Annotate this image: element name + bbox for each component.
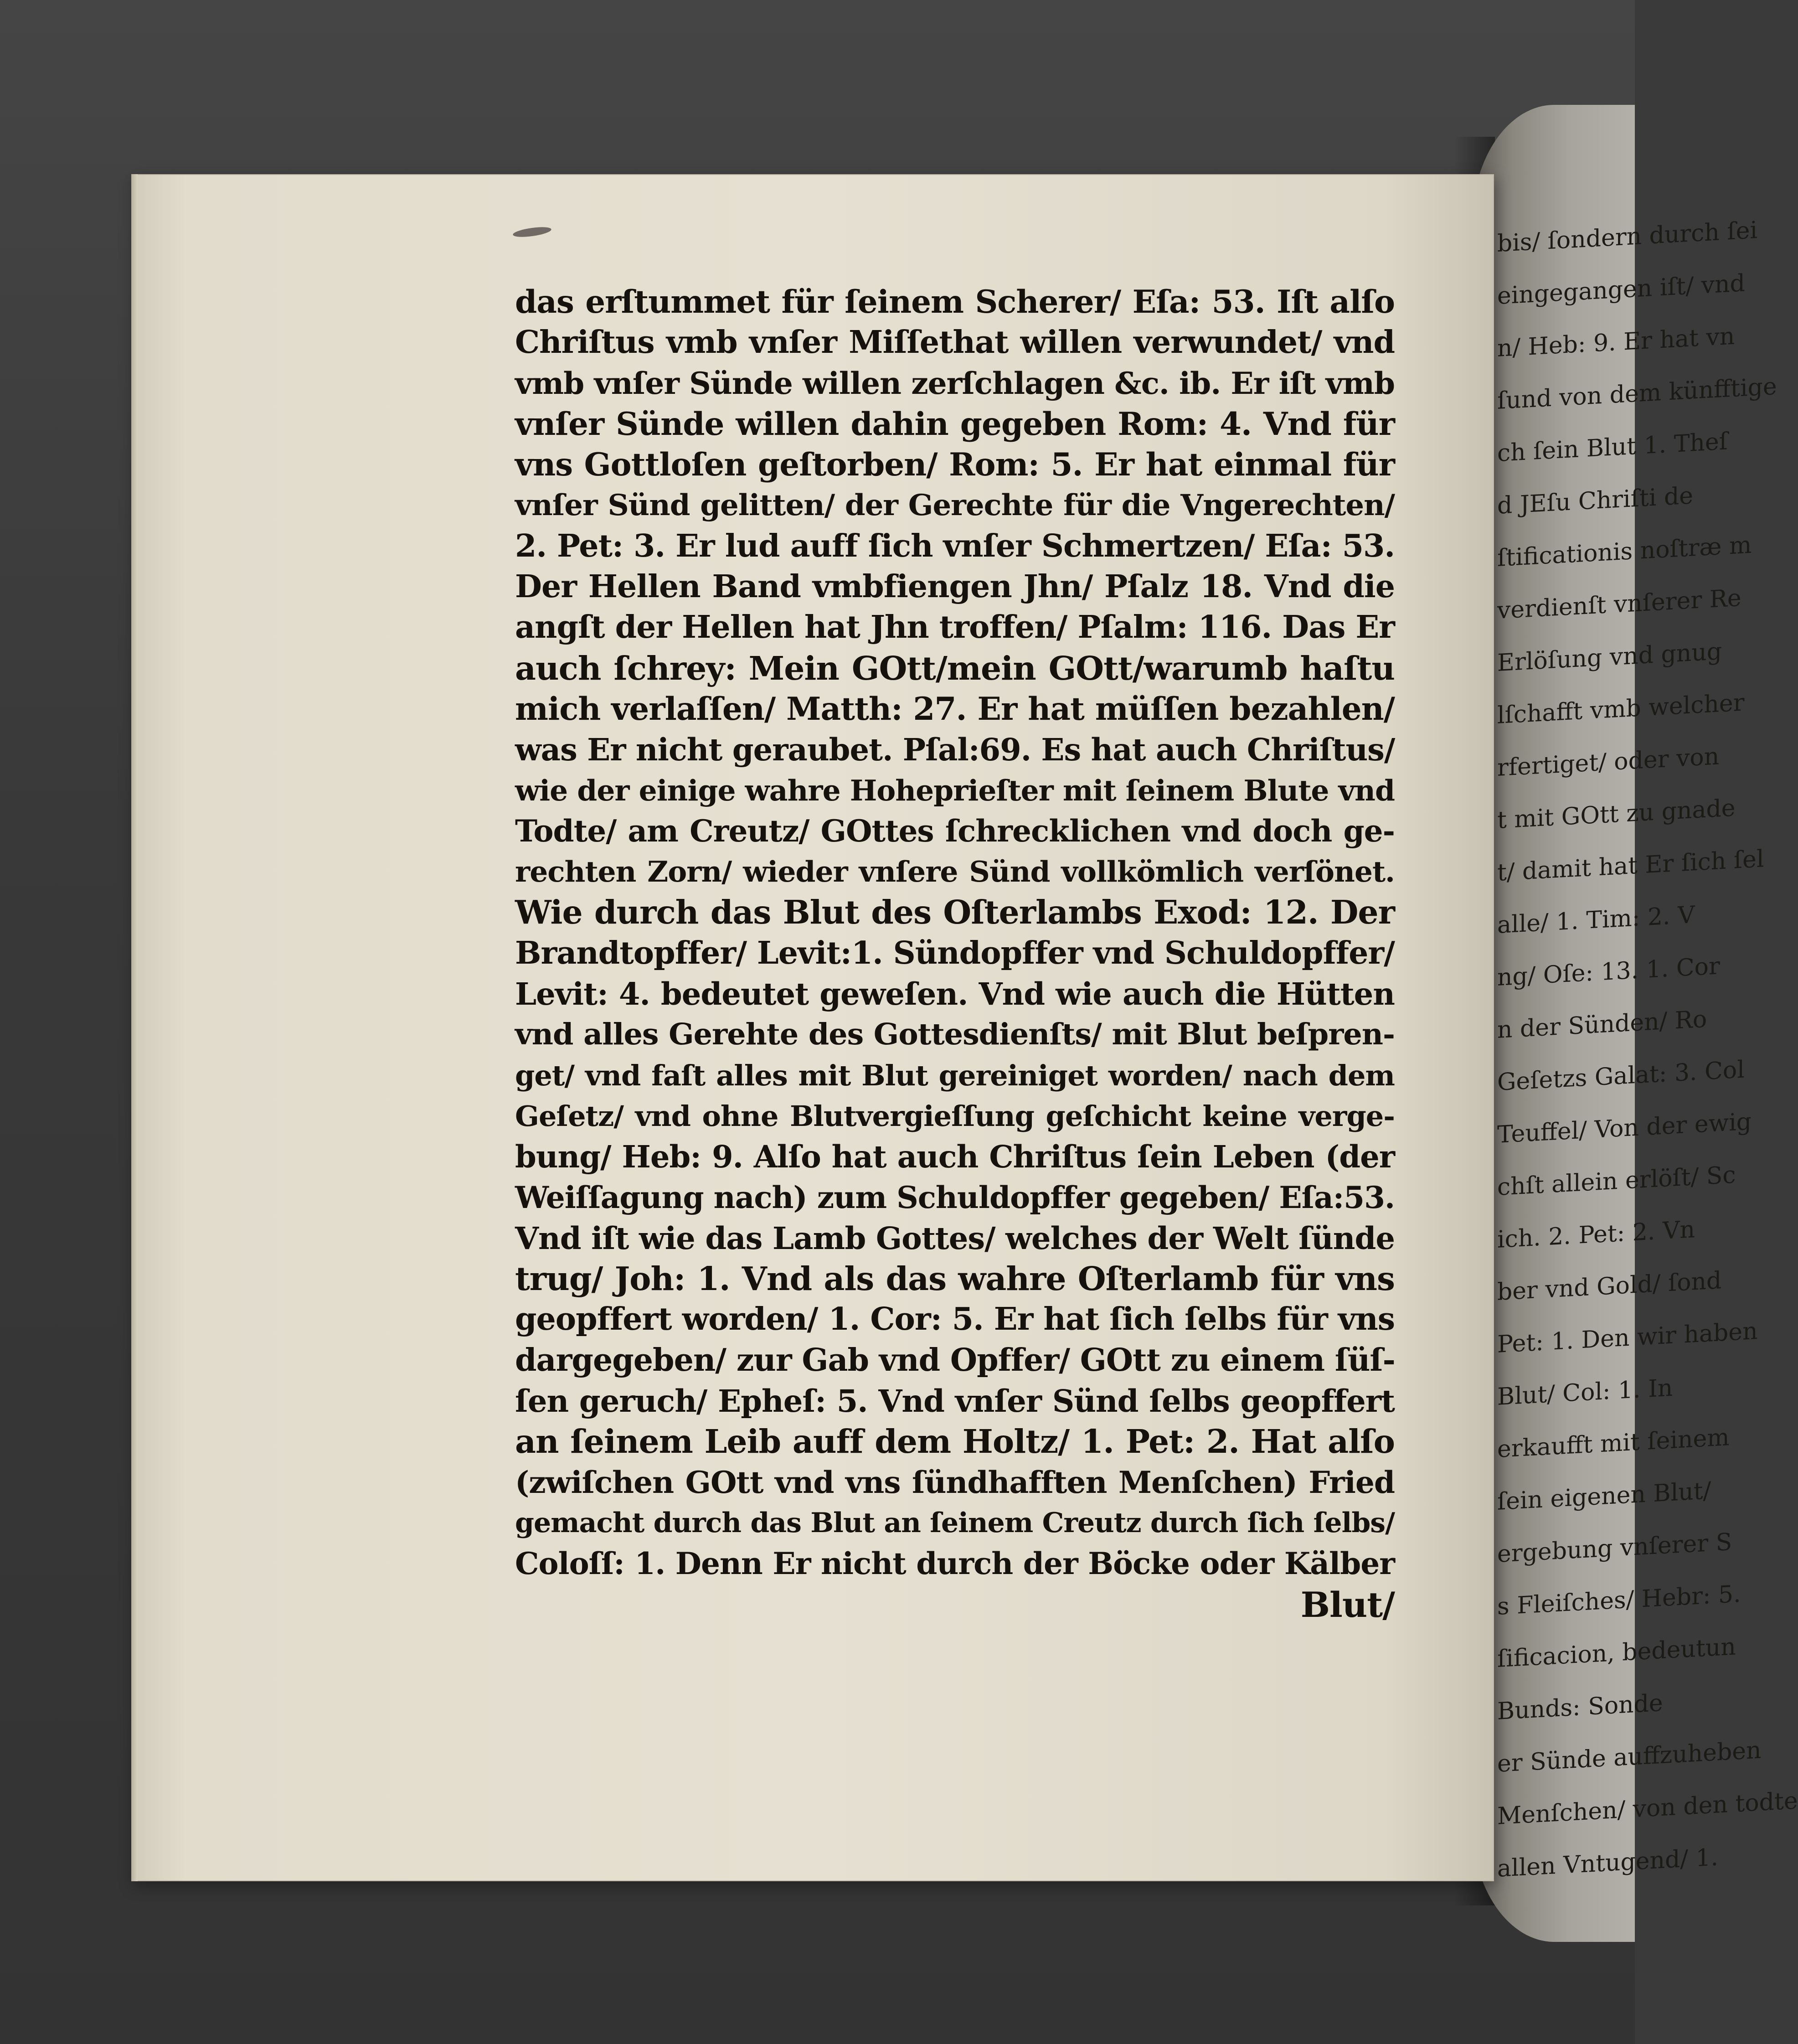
text-line: trug/ Joh: 1. Vnd als das wahre Oſterlamb für vns <box>515 1259 1395 1298</box>
text-line: dargegeben/ zur Gab vnd Opffer/ GOtt zu einem ſüſ- <box>515 1342 1395 1378</box>
facing-text-line: ch ſein Blut 1. Theſ <box>1497 428 1728 467</box>
text-line: an ſeinem Leib auff dem Holtz/ 1. Pet: 2. Hat alſo <box>515 1422 1395 1461</box>
text-line: rechten Zorn/ wieder vnſere Sünd vollkömlich verſönet. <box>515 855 1395 889</box>
facing-page-text <box>1497 211 1798 1883</box>
facing-text-line: ber vnd Gold/ ſond <box>1497 1267 1722 1306</box>
facing-text-line: allen Vntugend/ 1. <box>1497 1843 1718 1883</box>
facing-text-line: d JEſu Chriſti de <box>1497 482 1694 520</box>
text-line: vnſer Sünd gelitten/ der Gerechte für die Vngerechten/ <box>515 488 1395 523</box>
facing-text-line: ich. 2. Pet: 2. Vn <box>1497 1216 1695 1254</box>
text-line: vnſer Sünde willen dahin gegeben Rom: 4. Vnd für <box>515 405 1395 443</box>
facing-text-line: Bunds: Sonde <box>1497 1689 1663 1725</box>
catchword: Blut/ <box>1300 1584 1395 1625</box>
facing-text-line: t mit GOtt zu gnade <box>1497 794 1736 834</box>
facing-text-line: ſificacion, bedeutun <box>1497 1633 1736 1673</box>
text-line: ſen geruch/ Epheſ: 5. Vnd vnſer Sünd ſelbs geopffert <box>515 1383 1395 1419</box>
text-line: Coloſſ: 1. Denn Er nicht durch der Böcke oder Kälber <box>515 1546 1395 1582</box>
facing-text-line: ſund von dem künfftige <box>1497 372 1777 415</box>
facing-text-line: rfertiget/ oder von <box>1497 743 1720 782</box>
text-line: (zwiſchen GOtt vnd vns ſündhafften Menſchen) Fried <box>515 1464 1395 1500</box>
text-line: geopffert worden/ 1. Cor: 5. Er hat ſich ſelbs für vns <box>515 1301 1395 1338</box>
facing-text-line: Blut/ Col: 1. In <box>1497 1374 1673 1411</box>
text-line: Vnd iſt wie das Lamb Gottes/ welches der Welt ſünde <box>515 1220 1395 1256</box>
facing-text-line: alle/ 1. Tim: 2. V <box>1497 901 1695 939</box>
text-line: auch ſchrey: Mein GOtt/mein GOtt/warumb haſtu <box>515 649 1395 687</box>
text-line: mich verlaſſen/ Matth: 27. Er hat müſſen bezahlen/ <box>515 690 1395 728</box>
facing-text-line: Erlöſung vnd gnug <box>1497 638 1722 677</box>
facing-text-line: s Fleiſches/ Hebr: 5. <box>1497 1580 1741 1621</box>
page-text-block <box>515 282 1395 1625</box>
text-line: Todte/ am Creutz/ GOttes ſchrecklichen vnd doch ge- <box>515 813 1395 849</box>
facing-text-line: ergebung vnſerer S <box>1497 1528 1732 1568</box>
text-line: Geſetz/ vnd ohne Blutvergieſſung geſchicht keine verge- <box>515 1099 1395 1133</box>
facing-text-line: chſt allein erlöſt/ Sc <box>1497 1161 1736 1201</box>
facing-text-line: verdienſt vnſerer Re <box>1497 584 1741 625</box>
text-line: Brandtopffer/ Levit:1. Sündopffer vnd Schuldopffer/ <box>515 934 1395 971</box>
page-edge <box>131 174 138 1881</box>
facing-text-line: ng/ Oſe: 13. 1. Cor <box>1497 952 1720 991</box>
text-line: was Er nicht geraubet. Pſal:69. Es hat auch Chriſtus/ <box>515 732 1395 768</box>
facing-text-line: Geſetzs Galat: 3. Col <box>1497 1056 1745 1096</box>
facing-text-line: ſtificationis noſtræ m <box>1497 531 1752 572</box>
facing-text-line: ſein eigenen Blut/ <box>1497 1477 1711 1516</box>
text-line: angſt der Hellen hat Jhn troffen/ Pſalm: 116. Das Er <box>515 609 1395 646</box>
text-line: wie der einige wahre Hoheprieſter mit ſeinem Blute vnd <box>515 773 1395 807</box>
facing-text-line: Menſchen/ von den todte <box>1497 1787 1798 1830</box>
text-line: das erſtummet für ſeinem Scherer/ Eſa: 53. Iſt alſo <box>515 284 1395 320</box>
text-line: bung/ Heb: 9. Alſo hat auch Chriſtus ſein Leben (der <box>515 1139 1395 1175</box>
text-line: Levit: 4. bedeutet geweſen. Vnd wie auch die Hütten <box>515 976 1395 1012</box>
text-line: gemacht durch das Blut an ſeinem Creutz durch ſich ſelbs/ <box>515 1507 1395 1539</box>
facing-text-line: lſchafft vmb welcher <box>1497 689 1745 729</box>
text-line: vmb vnſer Sünde willen zerſchlagen &c. ib. Er iſt vmb <box>515 365 1395 401</box>
text-line: vns Gottloſen geſtorben/ Rom: 5. Er hat einmal für <box>515 446 1395 484</box>
facing-text-line: Pet: 1. Den wir haben <box>1497 1317 1758 1358</box>
facing-text-line: t/ damit hat Er ſich ſel <box>1497 845 1764 887</box>
text-line: Der Hellen Band vmbfiengen Jhn/ Pſalz 18. Vnd die <box>515 568 1395 605</box>
facing-text-line: bis/ ſondern durch ſei <box>1497 216 1758 258</box>
facing-text-line: n der Sünden/ Ro <box>1497 1005 1707 1044</box>
facing-text-line: eingegangen iſt/ vnd <box>1497 269 1745 310</box>
facing-text-line: n/ Heb: 9. Er hat vn <box>1497 322 1735 362</box>
text-line: vnd alles Gerehte des Gottesdienſts/ mit Blut beſpren- <box>515 1017 1395 1052</box>
text-line: get/ vnd faſt alles mit Blut gereiniget worden/ nach dem <box>515 1058 1395 1092</box>
text-line: Weiſſagung nach) zum Schuldopffer gegeben/ Eſa:53. <box>515 1179 1395 1215</box>
text-line: Wie durch das Blut des Oſterlambs Exod: 12. Der <box>515 893 1395 932</box>
facing-text-line: erkaufft mit ſeinem <box>1497 1424 1730 1463</box>
facing-text-line: er Sünde auffzuheben <box>1497 1736 1762 1778</box>
text-line: 2. Pet: 3. Er lud auff ſich vnſer Schmertzen/ Eſa: 53. <box>515 527 1395 564</box>
facing-text-line: Teuffel/ Von der ewig <box>1497 1108 1752 1149</box>
text-line: Chriſtus vmb vnſer Miſſethat willen verwundet/ vnd <box>515 324 1395 361</box>
